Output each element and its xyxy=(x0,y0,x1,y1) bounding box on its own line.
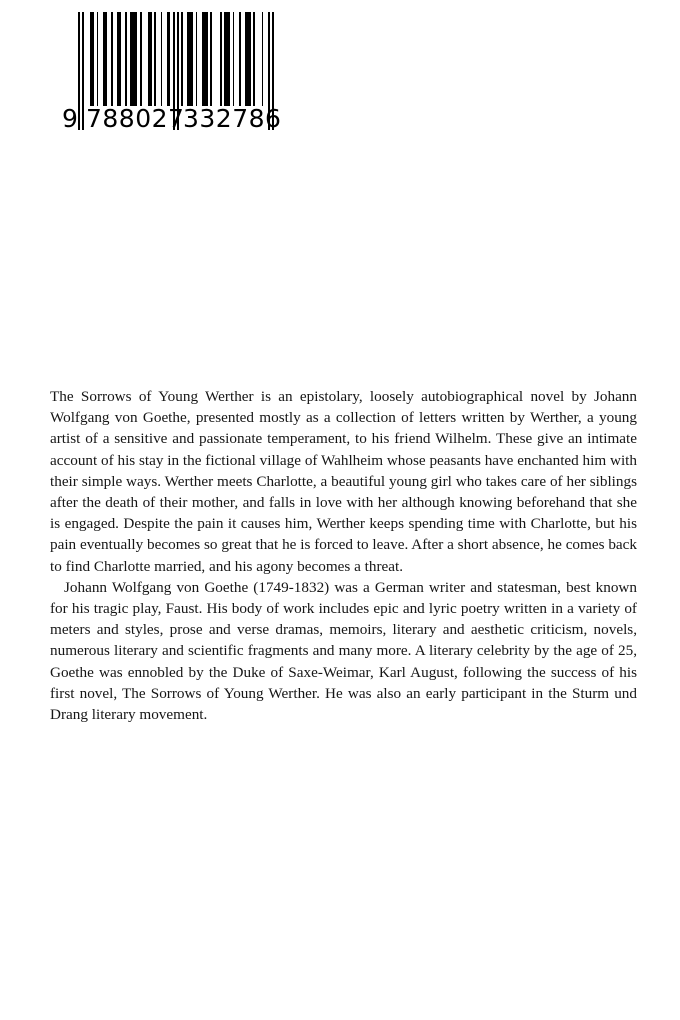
barcode-bar xyxy=(245,12,251,106)
barcode-bar xyxy=(233,12,235,106)
barcode-bar xyxy=(117,12,121,106)
barcode-bar xyxy=(262,12,264,106)
barcode-bar xyxy=(161,12,163,106)
barcode-bar xyxy=(140,12,142,106)
barcode-bar xyxy=(187,12,193,106)
barcode-bar xyxy=(130,12,138,106)
barcode-bar xyxy=(111,12,113,106)
barcode-bar xyxy=(253,12,255,106)
barcode-bar xyxy=(103,12,107,106)
barcode-bar xyxy=(239,12,241,106)
barcode-bar xyxy=(202,12,208,106)
barcode-bar xyxy=(167,12,171,106)
barcode-right-group: 332786 xyxy=(183,104,282,133)
barcode-digits xyxy=(62,104,282,134)
barcode-bar xyxy=(154,12,156,106)
barcode-bar xyxy=(97,12,99,106)
barcode-bar xyxy=(220,12,222,106)
blurb-paragraph: The Sorrows of Young Werther is an epistolary, loosely autobiographical novel by Johann Wolfgang von Goethe, presented mostly as a collection of letters written by Werther, a young artist of a sensitive and passionate temperament, to his friend Wilhelm. These give an intimate account of his stay in the fictional village of Wahlheim whose peasants have enchanted him with their simple ways. Werther meets Charlotte, a beautiful young girl who takes care of her siblings after the death of their mother, and falls in love with her although knowing beforehand that she is engaged. Despite the pain it causes him, Werther keeps spending time with Charlotte, but his pain eventually becomes so great that he is forced to leave. After a short absence, he comes back to find Charlotte married, and his agony becomes a threat. xyxy=(50,388,637,575)
barcode-left-group: 788027 xyxy=(86,104,185,133)
barcode-bar xyxy=(90,12,94,106)
barcode-bar xyxy=(148,12,152,106)
barcode-block xyxy=(62,12,282,134)
barcode-bar xyxy=(125,12,127,106)
barcode-lead-digit: 9 xyxy=(62,104,79,133)
blurb-paragraph: Johann Wolfgang von Goethe (1749-1832) was a German writer and statesman, best known for his tragic play, Faust. His body of work includes epic and lyric poetry written in a variety of meters and styles, prose and verse dramas, memoirs, literary and aesthetic criticism, novels, numerous literary and scientific fragments and many more. A literary celebrity by the age of 25, Goethe was ennobled by the Duke of Saxe-Weimar, Karl August, following the success of his first novel, The Sorrows of Young Werther. He was also an early participant in the Sturm und Drang literary movement. xyxy=(50,578,637,724)
barcode-bar xyxy=(210,12,212,106)
ean13-barcode-icon xyxy=(78,12,274,106)
barcode-bar xyxy=(181,12,183,106)
barcode-bar xyxy=(196,12,198,106)
back-cover-blurb xyxy=(50,386,637,725)
barcode-bar xyxy=(224,12,230,106)
